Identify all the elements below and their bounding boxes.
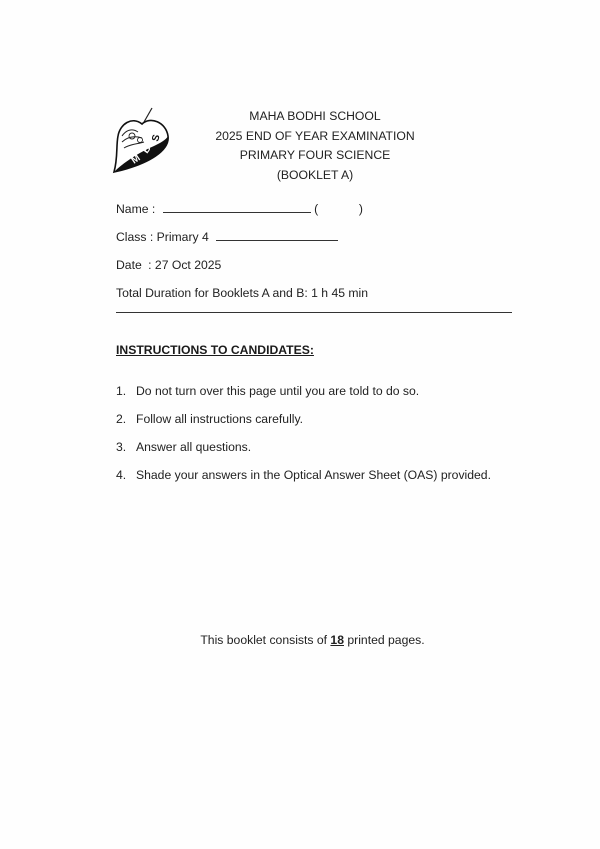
duration-label: Total Duration for Booklets A and B:: [116, 286, 308, 300]
instruction-text: Do not turn over this page until you are told to do so.: [136, 384, 420, 398]
mbs-leaf-logo-icon: [110, 106, 172, 176]
class-field-row: [116, 230, 338, 244]
page-count: 18: [330, 633, 344, 647]
instruction-text: Answer all questions.: [136, 440, 252, 454]
date-field-row: [116, 258, 221, 272]
school-name: MAHA BODHI SCHOOL: [249, 109, 381, 123]
instruction-text: Follow all instructions carefully.: [136, 412, 304, 426]
page-count-note: [0, 633, 600, 647]
instruction-number: 1.: [116, 384, 127, 398]
duration-field-row: [116, 286, 368, 300]
instruction-item: [116, 468, 491, 496]
name-field-row: [116, 202, 363, 216]
svg-text:M: M: [129, 152, 143, 167]
school-logo: [110, 106, 172, 176]
svg-text:S: S: [150, 133, 163, 143]
booklet-label: (BOOKLET A): [276, 167, 354, 182]
instruction-number: 2.: [116, 412, 127, 426]
svg-text:B: B: [140, 143, 154, 156]
exam-title: 2025 END OF YEAR EXAMINATION: [215, 128, 415, 143]
instructions-heading: INSTRUCTIONS TO CANDIDATES:: [116, 343, 314, 357]
page-count-prefix: This booklet consists of: [200, 633, 328, 647]
duration-value: 1 h 45 min: [311, 286, 369, 300]
date-label: Date: [116, 258, 142, 272]
date-value: : 27 Oct 2025: [148, 258, 222, 272]
index-open-paren: (: [314, 202, 319, 216]
instruction-item: [116, 440, 491, 468]
exam-header: [200, 107, 430, 185]
class-input-line[interactable]: [216, 230, 338, 241]
instruction-number: 3.: [116, 440, 127, 454]
instruction-text: Shade your answers in the Optical Answer Sheet (OAS) provided.: [136, 468, 491, 482]
instruction-item: [116, 412, 491, 440]
name-input-line[interactable]: [163, 202, 311, 213]
instruction-item: [116, 384, 491, 412]
index-close-paren: ): [358, 202, 363, 216]
subject-title: PRIMARY FOUR SCIENCE: [239, 148, 391, 162]
class-label: Class : Primary 4: [116, 230, 209, 244]
instructions-list: [116, 384, 491, 496]
header-divider: [116, 312, 512, 313]
name-label: Name :: [116, 202, 156, 216]
page-count-suffix: printed pages.: [347, 633, 425, 647]
instruction-number: 4.: [116, 468, 127, 482]
